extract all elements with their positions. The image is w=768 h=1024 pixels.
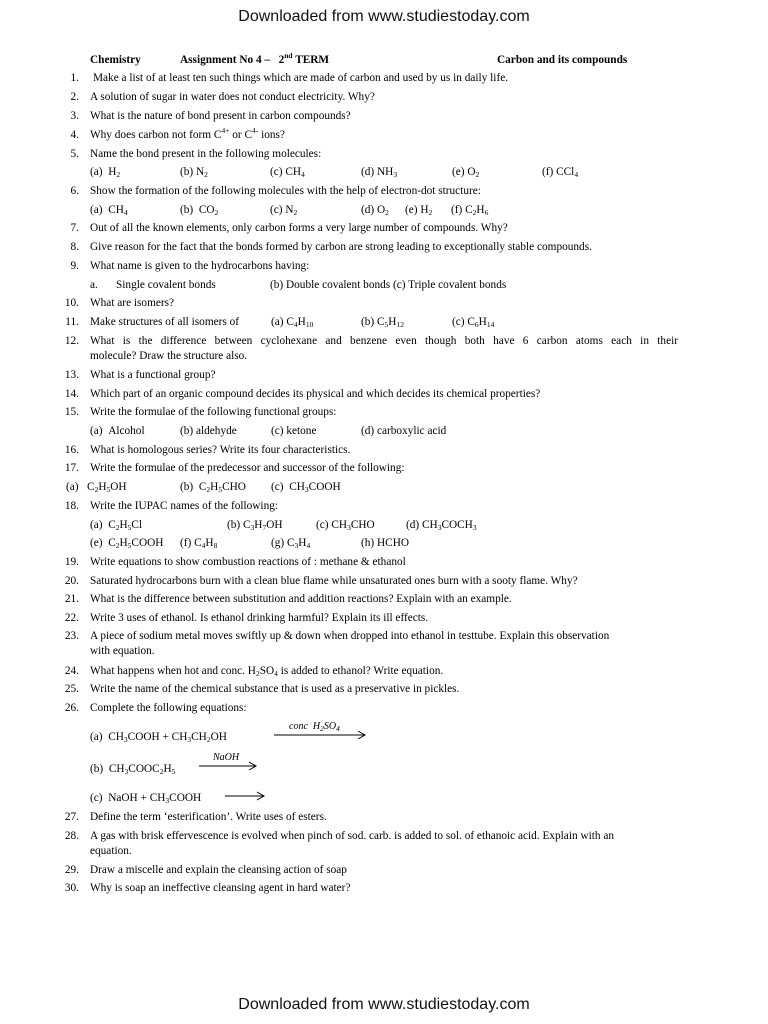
q17-option-c: (c) $CH_3COOH$ [271, 481, 341, 494]
q5-option-a: (a) $H_2$ [90, 166, 121, 179]
q18-option-d: (d) $CH_3COCH_3$ [406, 519, 477, 532]
q15-option-b: (b) aldehyde [180, 425, 237, 437]
q9-option-a: a. [90, 279, 98, 291]
q11-option-c: (c) $C_6H_{14}$ [452, 316, 495, 329]
q18-option-b: (b) $C_3H_7OH$ [227, 519, 283, 532]
q15-option-a: (a) Alcohol [90, 425, 145, 437]
watermark-top: Downloaded from www.studiestoday.com [238, 8, 530, 25]
q26-a-condition: conc $H_2SO_4$ [289, 721, 340, 733]
q6-option-f: (f) $C_2H_6$ [451, 204, 489, 217]
q5-option-d: (d) $NH_3$ [361, 166, 398, 179]
q6-option-c: (c) $N_2$ [270, 204, 298, 217]
q18-option-h: (h) HCHO [361, 537, 410, 549]
q6-option-e: (e) $H_2$ [405, 204, 433, 217]
q5-option-e: (e) $O_2$ [452, 166, 480, 179]
q26-equation-a: (a) $CH_3COOH + CH_3CH_2OH$ [90, 731, 227, 744]
q15-option-c: (c) ketone [271, 425, 317, 437]
q17-option-a: (a) $C_2H_5OH$ [66, 481, 127, 494]
q18-option-a: (a) $C_2H_5Cl$ [90, 519, 143, 532]
q5-option-f: (f) CCl$_4$ [542, 166, 579, 179]
q18-option-e: (e) $C_2H_5COOH$ [90, 537, 164, 550]
header-topic: Carbon and its compounds [497, 54, 628, 66]
q11-option-a: (a) $C_4H_{10}$ [271, 316, 314, 329]
q11-option-b: (b) $C_5H_{12}$ [361, 316, 404, 329]
q15-option-d: (d) carboxylic acid [361, 425, 447, 437]
q9-option-a-text: Single covalent bonds [116, 279, 216, 291]
header-subject: Chemistry [90, 54, 141, 66]
watermark-bottom: Downloaded from www.studiestoday.com [238, 996, 530, 1013]
q18-option-f: (f) $C_4H_8$ [180, 537, 218, 550]
q6-option-d: (d) $O_2$ [361, 204, 389, 217]
q17-option-b: (b) $C_2H_5CHO$ [180, 481, 246, 494]
q6-option-a: (a) $CH_4$ [90, 204, 128, 217]
q5-option-b: (b) $N_2$ [180, 166, 208, 179]
q26-equation-b: (b) $CH_3COOC_2H_5$ [90, 763, 176, 776]
q6-option-b: (b) $CO_2$ [180, 204, 219, 217]
header-assignment: Assignment No 4 – 2nd TERM [180, 51, 330, 66]
q26-equation-c: (c) NaOH + $CH_3COOH$ [90, 792, 202, 805]
q26-b-condition: NaOH [213, 752, 240, 763]
q9-option-bc: (b) Double covalent bonds (c) Triple covalent bonds [270, 279, 507, 291]
q5-option-c: (c) $CH_4$ [270, 166, 305, 179]
q18-option-g: (g) $C_3H_4$ [271, 537, 311, 550]
q18-option-c: (c) $CH_3CHO$ [316, 519, 375, 532]
